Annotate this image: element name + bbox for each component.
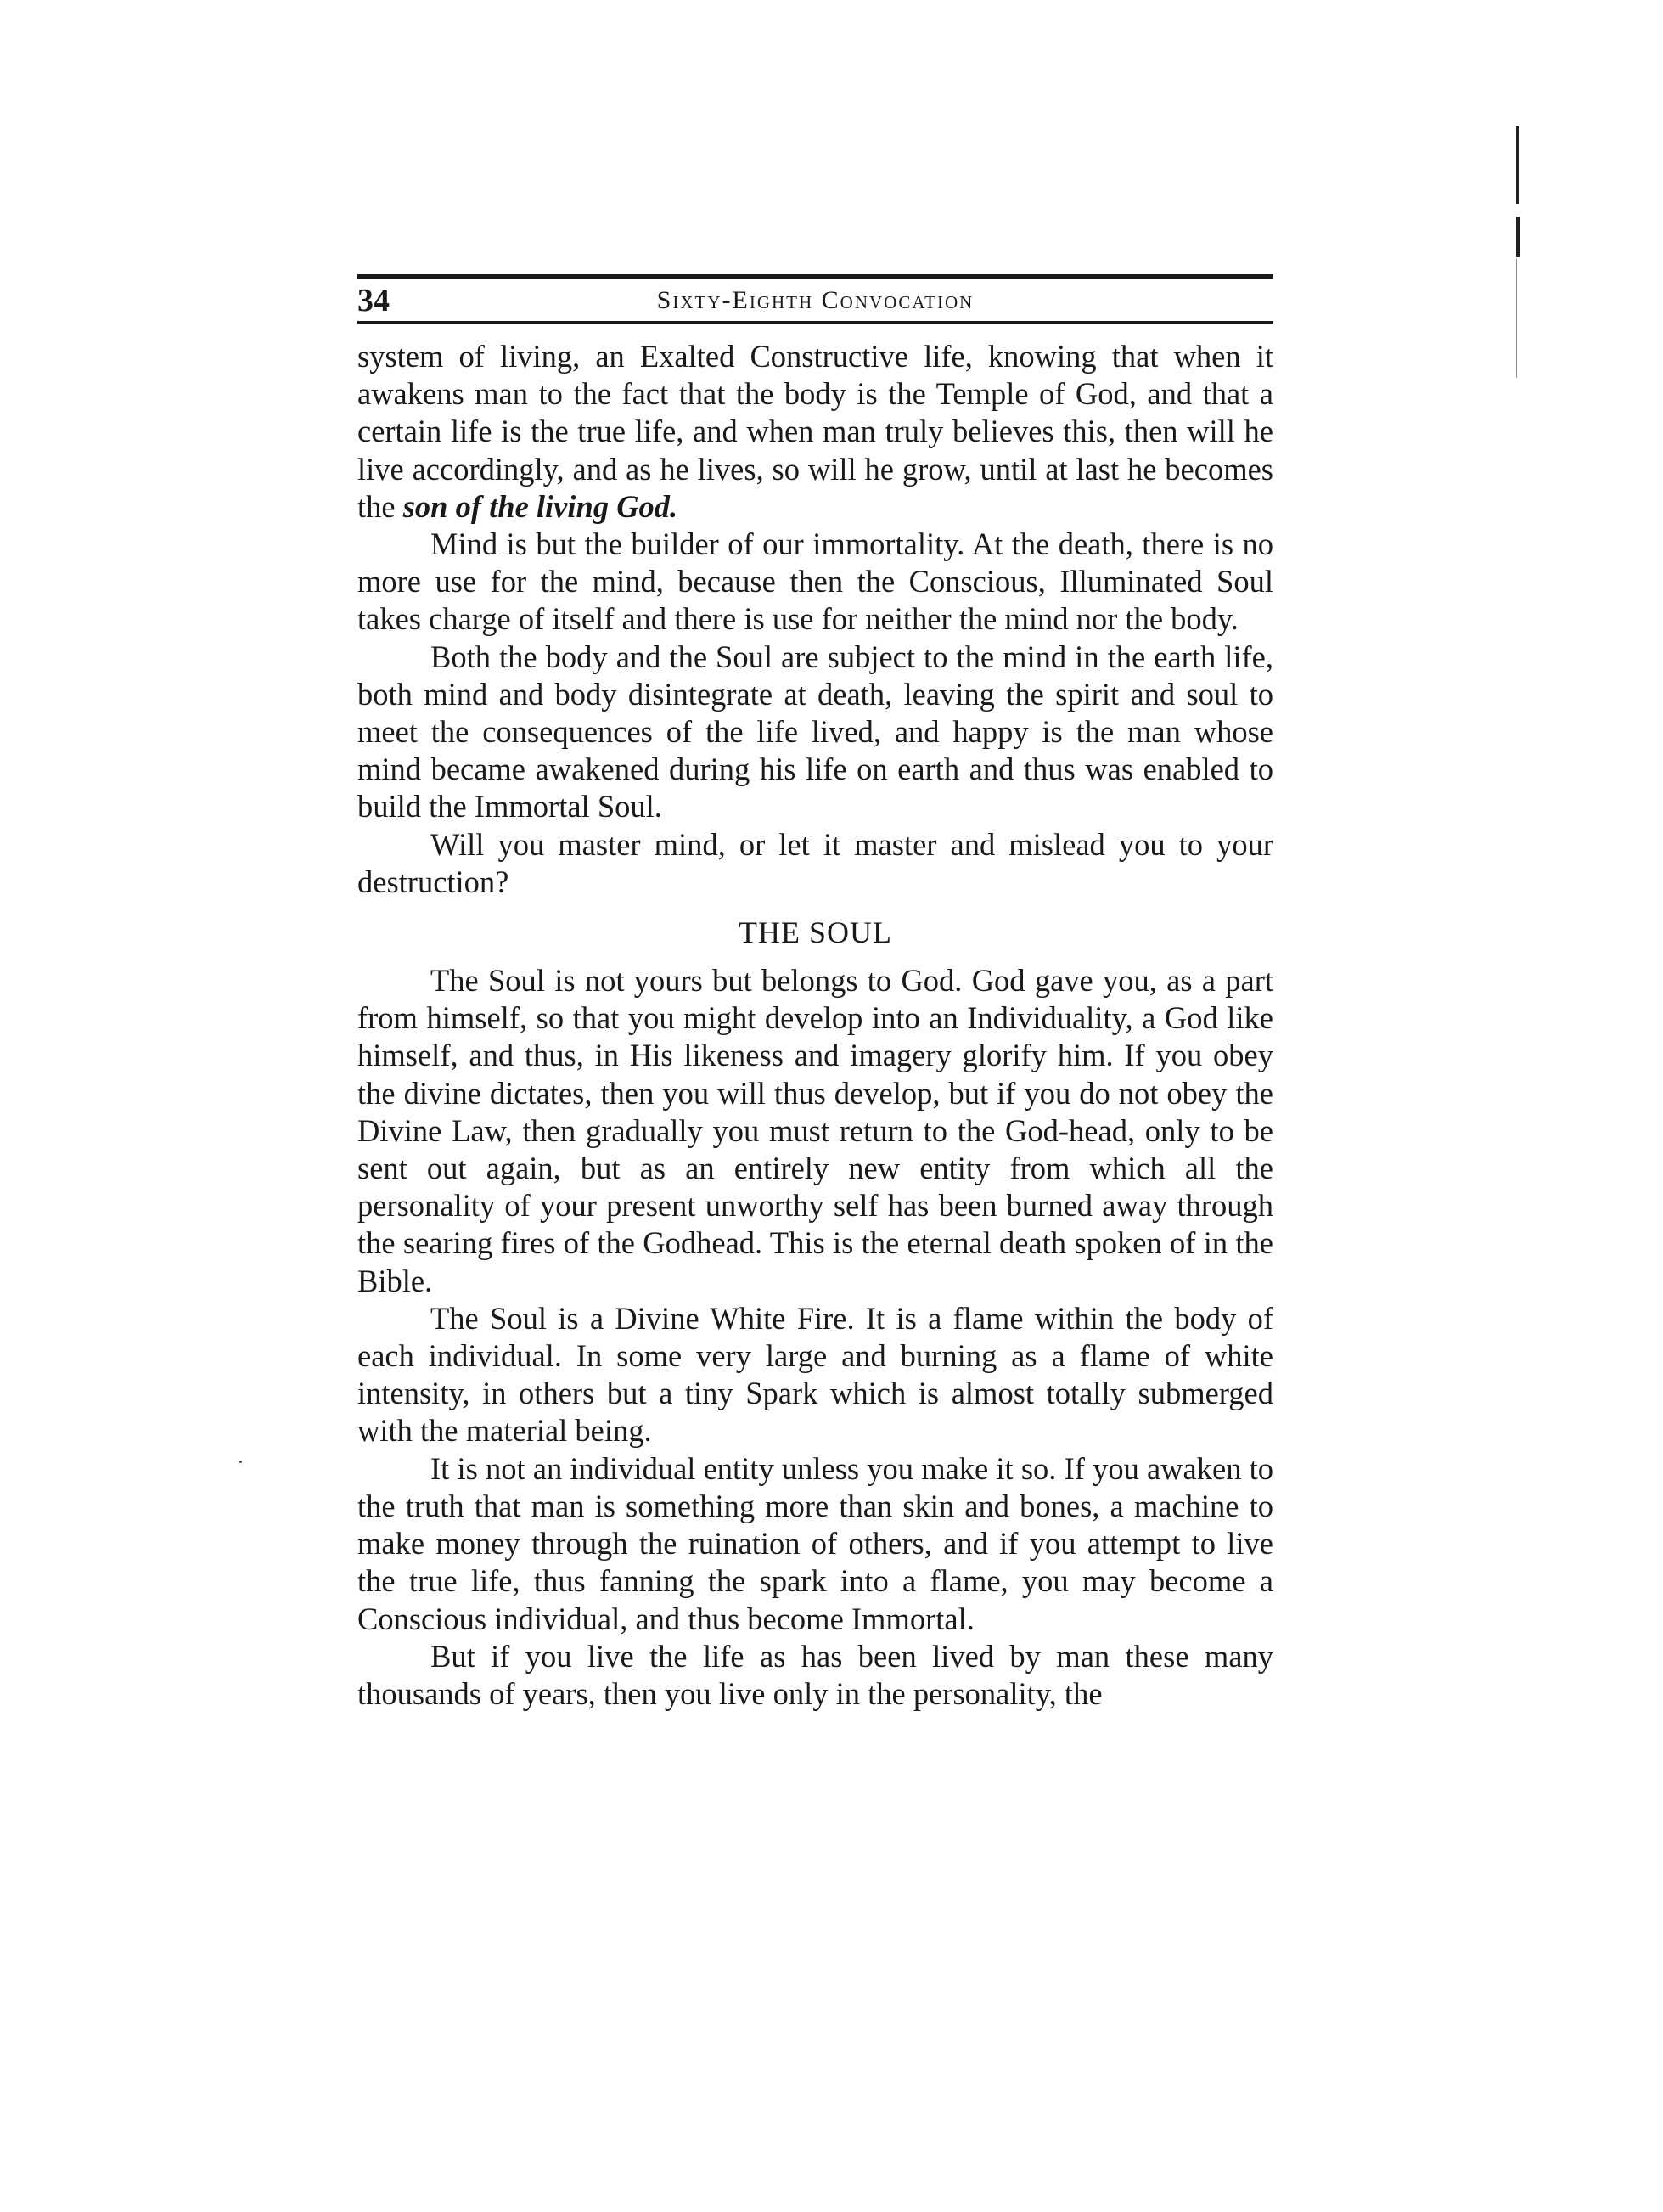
paragraph: Mind is but the builder of our immortality. At the death, there is no more use for the mind, because then the Conscious, Illuminated Soul takes charge of itself and there is use for neither the mind nor the body. — [357, 526, 1273, 637]
header-rule-bottom — [357, 321, 1273, 324]
header-rule-top — [357, 274, 1273, 279]
paragraph: It is not an individual entity unless you make it so. If you awaken to the truth that man is something more than skin and bones, a machine to make money through the ruination of others, and if you attempt to live the true life, thus fanning the spark into a flame, you may become a Conscious individual, and thus become Immortal. — [357, 1450, 1273, 1636]
scan-edge-mark — [1516, 126, 1519, 204]
scan-edge-mark — [1516, 259, 1517, 378]
running-title: Sixty-Eighth Convocation — [656, 286, 975, 314]
paragraph: Both the body and the Soul are subject to the mind in the earth life, both mind and body disintegrate at death, leaving the spirit and soul to meet the consequences of the life lived, and happy is the man whose mind became awakened during his life on earth and thus was enabled to build the Immortal Soul. — [357, 639, 1273, 825]
paragraph: But if you live the life as has been lived by man these many thousands of years, then you live only in the personality, the — [357, 1638, 1273, 1711]
scan-speck — [239, 1461, 242, 1463]
section-heading: THE SOUL — [739, 915, 892, 950]
paragraph-text: system of living, an Exalted Constructive life, knowing that when it awakens man to the fact that the body is the Temple of God, and that a certain life is the true life, and when man truly believes this, then will he live accordingly, and as he lives, so will he grow, until at last he becomes the — [357, 339, 1273, 524]
emphasis-text: son of the living God. — [402, 488, 678, 524]
paragraph: The Soul is a Divine White Fire. It is a flame within the body of each individual. In some very large and burning as a flame of white intensity, in others but a tiny Spark which is almost totally submerged with the material being. — [357, 1300, 1273, 1449]
body-text — [357, 338, 1273, 1713]
paragraph — [357, 338, 1273, 526]
page-number: 34 — [357, 283, 390, 318]
paragraph: Will you master mind, or let it master and mislead you to your destruction? — [357, 826, 1273, 899]
running-head — [357, 282, 1273, 319]
scan-edge-mark — [1516, 217, 1520, 257]
paragraph: The Soul is not yours but belongs to God. God gave you, as a part from himself, so that you might develop into an Individuality, a God like himself, and thus, in His likeness and imagery glorify him. If you obey the divine dictates, then you will thus develop, but if you do not obey the Divine Law, then gradually you must return to the God-head, only to be sent out again, but as an entirely new entity from which all the personality of your present unworthy self has been burned away through the searing fires of the Godhead. This is the eternal death spoken of in the Bible. — [357, 963, 1273, 1298]
